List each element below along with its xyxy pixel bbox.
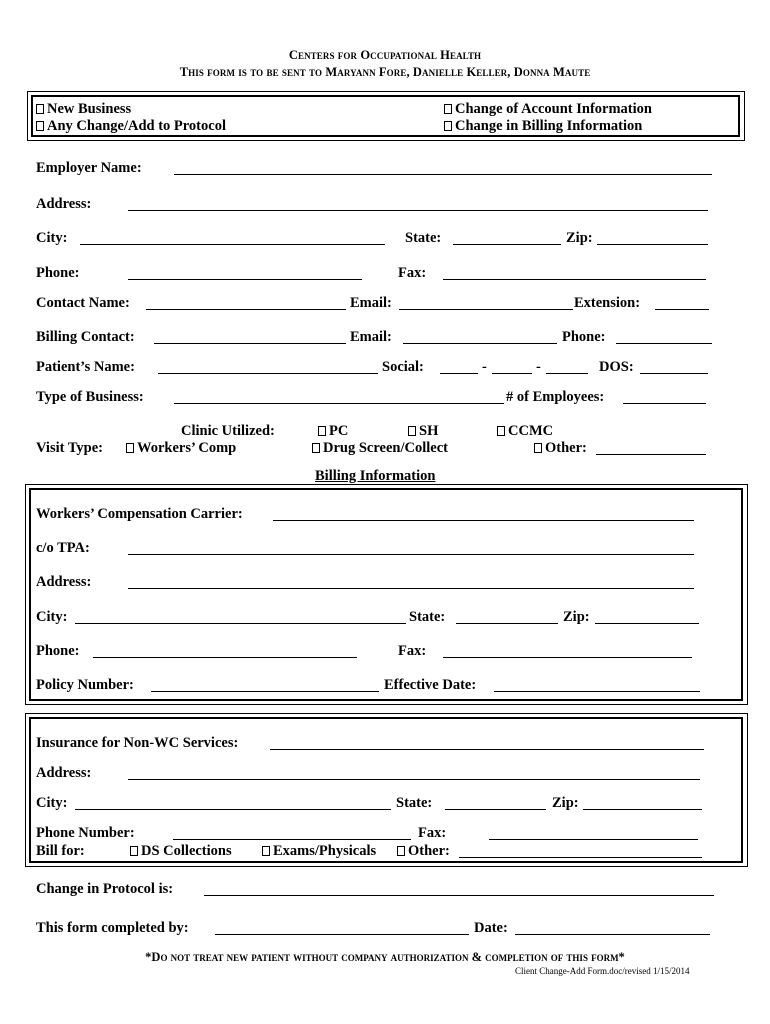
policy-number-label: Policy Number: — [36, 677, 134, 693]
visit-workers-comp-option[interactable]: Workers’ Comp — [126, 440, 236, 456]
insurance-phone-label: Phone Number: — [36, 825, 135, 841]
visit-other-option[interactable]: Other: — [534, 440, 587, 456]
change-in-protocol-label: Change in Protocol is: — [36, 881, 174, 897]
billing-fax-label: Fax: — [398, 643, 427, 659]
billing-email-field[interactable] — [403, 343, 557, 344]
email-field[interactable] — [399, 309, 573, 310]
bill-for-label: Bill for: — [36, 843, 85, 859]
tpa-field[interactable] — [128, 554, 694, 555]
city-label: City: — [36, 230, 68, 246]
bill-other-option[interactable]: Other: — [397, 843, 450, 859]
social-dash-2: - — [536, 359, 541, 375]
fax-label: Fax: — [398, 265, 427, 281]
billing-fax-field[interactable] — [443, 657, 692, 658]
billing-email-label: Email: — [350, 329, 392, 345]
new-business-checkbox[interactable] — [36, 104, 44, 114]
bill-exams-physicals-option[interactable]: Exams/Physicals — [262, 843, 376, 859]
social-field-1[interactable] — [440, 373, 478, 374]
change-in-protocol-field[interactable] — [204, 895, 714, 896]
num-employees-label: # of Employees: — [506, 389, 605, 405]
zip-field[interactable] — [597, 244, 708, 245]
authorization-warning: *Do not treat new patient without company authorization & completion of this form* — [145, 950, 625, 964]
insurance-state-field[interactable] — [445, 809, 546, 810]
billing-zip-field[interactable] — [595, 623, 699, 624]
change-account-checkbox[interactable] — [444, 104, 452, 114]
billing-zip-label: Zip: — [563, 609, 590, 625]
insurance-zip-field[interactable] — [583, 809, 702, 810]
change-billing-checkbox[interactable] — [444, 121, 452, 131]
phone-field[interactable] — [128, 279, 362, 280]
contact-name-label: Contact Name: — [36, 295, 130, 311]
bill-ds-collections-option[interactable]: DS Collections — [130, 843, 232, 859]
change-billing-option[interactable]: Change in Billing Information — [444, 118, 642, 134]
billing-city-label: City: — [36, 609, 68, 625]
visit-drug-screen-checkbox[interactable] — [312, 443, 320, 453]
contact-name-field[interactable] — [146, 309, 346, 310]
address-label: Address: — [36, 196, 92, 212]
employer-name-field[interactable] — [174, 174, 712, 175]
billing-state-field[interactable] — [456, 623, 558, 624]
city-field[interactable] — [80, 244, 385, 245]
email-label: Email: — [350, 295, 392, 311]
clinic-sh-option[interactable]: SH — [408, 423, 438, 439]
header-line1: Centers for Occupational Health — [288, 48, 482, 62]
visit-type-label: Visit Type: — [36, 440, 103, 456]
billing-state-label: State: — [409, 609, 446, 625]
policy-number-field[interactable] — [151, 691, 379, 692]
social-label: Social: — [382, 359, 424, 375]
document-reference: Client Change-Add Form.doc/revised 1/15/2014 — [515, 966, 690, 976]
state-label: State: — [405, 230, 442, 246]
billing-city-field[interactable] — [75, 623, 406, 624]
effective-date-field[interactable] — [494, 691, 700, 692]
employer-name-label: Employer Name: — [36, 160, 142, 176]
any-change-option[interactable]: Any Change/Add to Protocol — [36, 118, 226, 134]
billing-contact-field[interactable] — [154, 343, 346, 344]
insurance-phone-field[interactable] — [173, 839, 411, 840]
insurance-address-field[interactable] — [128, 779, 700, 780]
billing-contact-label: Billing Contact: — [36, 329, 135, 345]
social-field-2[interactable] — [492, 373, 532, 374]
dos-label: DOS: — [599, 359, 634, 375]
state-field[interactable] — [453, 244, 561, 245]
clinic-ccmc-option[interactable]: CCMC — [497, 423, 553, 439]
insurance-fax-field[interactable] — [489, 839, 698, 840]
clinic-utilized-label: Clinic Utilized: — [181, 423, 275, 439]
billing-phone-label: Phone: — [562, 329, 606, 345]
completed-by-label: This form completed by: — [36, 920, 189, 936]
insurance-zip-label: Zip: — [552, 795, 579, 811]
billing-phone-field[interactable] — [616, 343, 712, 344]
completed-by-field[interactable] — [215, 934, 469, 935]
num-employees-field[interactable] — [623, 403, 706, 404]
fax-field[interactable] — [443, 279, 706, 280]
patient-name-field[interactable] — [158, 373, 378, 374]
wc-carrier-label: Workers’ Compensation Carrier: — [36, 506, 243, 522]
any-change-checkbox[interactable] — [36, 121, 44, 131]
clinic-ccmc-checkbox[interactable] — [497, 426, 505, 436]
billing-address-field[interactable] — [128, 588, 694, 589]
insurance-city-field[interactable] — [75, 809, 391, 810]
visit-other-field[interactable] — [596, 454, 706, 455]
completed-date-field[interactable] — [515, 934, 710, 935]
social-dash-1: - — [482, 359, 487, 375]
bill-other-field[interactable] — [459, 857, 702, 858]
insurance-non-wc-field[interactable] — [270, 749, 704, 750]
patient-name-label: Patient’s Name: — [36, 359, 135, 375]
billing-phone-label-2: Phone: — [36, 643, 80, 659]
billing-phone-field-2[interactable] — [93, 657, 357, 658]
new-business-option[interactable]: New Business — [36, 101, 131, 117]
social-field-3[interactable] — [546, 373, 588, 374]
bill-other-checkbox[interactable] — [397, 846, 405, 856]
change-account-option[interactable]: Change of Account Information — [444, 101, 652, 117]
clinic-pc-option[interactable]: PC — [318, 423, 348, 439]
visit-other-checkbox[interactable] — [534, 443, 542, 453]
billing-info-title: Billing Information — [315, 468, 436, 484]
dos-field[interactable] — [640, 373, 708, 374]
visit-drug-screen-option[interactable]: Drug Screen/Collect — [312, 440, 448, 456]
address-field[interactable] — [128, 210, 708, 211]
extension-field[interactable] — [655, 309, 709, 310]
type-of-business-field[interactable] — [174, 403, 504, 404]
wc-carrier-field[interactable] — [273, 520, 694, 521]
type-of-business-label: Type of Business: — [36, 389, 144, 405]
insurance-address-label: Address: — [36, 765, 92, 781]
clinic-sh-checkbox[interactable] — [408, 426, 416, 436]
bill-exams-physicals-checkbox[interactable] — [262, 846, 270, 856]
insurance-fax-label: Fax: — [418, 825, 447, 841]
effective-date-label: Effective Date: — [384, 677, 477, 693]
insurance-city-label: City: — [36, 795, 68, 811]
zip-label: Zip: — [566, 230, 593, 246]
phone-label: Phone: — [36, 265, 80, 281]
bill-ds-collections-checkbox[interactable] — [130, 846, 138, 856]
visit-workers-comp-checkbox[interactable] — [126, 443, 134, 453]
insurance-state-label: State: — [396, 795, 433, 811]
insurance-non-wc-label: Insurance for Non-WC Services: — [36, 735, 239, 751]
header-line2: This form is to be sent to Maryann Fore, Danielle Keller, Donna Maute — [179, 65, 591, 79]
clinic-pc-checkbox[interactable] — [318, 426, 326, 436]
tpa-label: c/o TPA: — [36, 540, 90, 556]
extension-label: Extension: — [574, 295, 641, 311]
billing-address-label: Address: — [36, 574, 92, 590]
completed-date-label: Date: — [474, 920, 508, 936]
